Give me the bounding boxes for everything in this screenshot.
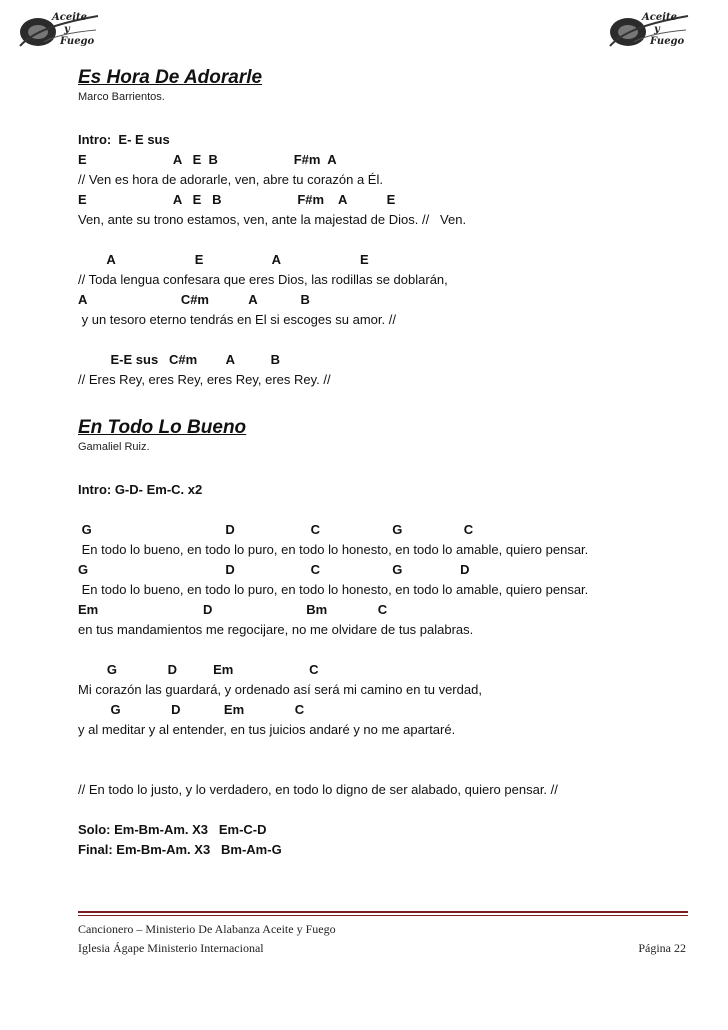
lyric-line: en tus mandamientos me regocijare, no me olvidare de tus palabras. [78,622,474,637]
spacer-line [78,760,698,780]
lyric-line: Mi corazón las guardará, y ordenado así será mi camino en tu verdad, [78,682,482,697]
chord-line: E A E B F#m A E [78,192,396,207]
song-es-hora-de-adorarle [78,66,698,390]
page-footer [78,920,686,958]
chord-line: E-E sus C#m A B [78,352,281,367]
lyric-line: En todo lo bueno, en todo lo puro, en todo lo honesto, en todo lo amable, quiero pensar. [78,542,589,557]
spacer-line [78,740,698,760]
logo-text-1: Aceite [52,12,87,23]
song-title: Es Hora De Adorarle [78,67,263,88]
lyric-line: Ven, ante su trono estamos, ven, ante la majestad de Dios. // Ven. [78,212,467,227]
spacer-line [78,330,698,350]
song-author: Marco Barrientos. [78,91,165,103]
logo-text-2: y [64,24,70,35]
song-lines [78,130,698,390]
chord-line: E A E B F#m A [78,152,337,167]
chord-line: Final: Em-Bm-Am. X3 Bm-Am-G [78,842,282,857]
chord-line: Intro: E- E sus [78,132,170,147]
footer-songbook-name: Cancionero – Ministerio De Alabanza Aceite y Fuego [78,922,336,936]
lyric-line: En todo lo bueno, en todo lo puro, en todo lo honesto, en todo lo amable, quiero pensar. [78,582,589,597]
song-en-todo-lo-bueno [78,416,698,860]
chord-line: Em D Bm C [78,602,388,617]
chord-line: G D C G D [78,562,470,577]
footer-church-name: Iglesia Ágape Ministerio Internacional [78,941,264,955]
ministry-logo-right [604,10,692,52]
chord-line: A E A E [78,252,369,267]
lyric-line: // En todo lo justo, y lo verdadero, en todo lo digno de ser alabado, quiero pensar. // [78,782,558,797]
chord-line: Solo: Em-Bm-Am. X3 Em-C-D [78,822,267,837]
lyric-line: // Eres Rey, eres Rey, eres Rey, eres Rey. // [78,372,331,387]
song-title: En Todo Lo Bueno [78,417,247,438]
logo-text-2: y [654,24,660,35]
page-number: Página 22 [638,941,686,955]
chord-line: G D C G C [78,522,474,537]
chord-line: G D Em C [78,662,319,677]
logo-text-1: Aceite [642,12,677,23]
spacer-line [78,230,698,250]
lyric-line: y al meditar y al entender, en tus juicios andaré y no me apartaré. [78,722,456,737]
spacer-line [78,800,698,820]
logo-text-3: Fuego [60,36,95,47]
footer-divider [78,915,688,916]
chord-line: Intro: G-D- Em-C. x2 [78,482,203,497]
songbook-page [78,66,698,860]
spacer-line [78,640,698,660]
lyric-line: // Ven es hora de adorarle, ven, abre tu corazón a Él. [78,172,383,187]
footer-divider [78,911,688,913]
song-author: Gamaliel Ruiz. [78,441,150,453]
chord-line: G D Em C [78,702,305,717]
song-lines [78,480,698,860]
logo-text-3: Fuego [650,36,685,47]
ministry-logo-left [14,10,102,52]
chord-line: A C#m A B [78,292,310,307]
spacer-line [78,500,698,520]
lyric-line: // Toda lengua confesara que eres Dios, las rodillas se doblarán, [78,272,448,287]
lyric-line: y un tesoro eterno tendrás en El si escoges su amor. // [78,312,396,327]
